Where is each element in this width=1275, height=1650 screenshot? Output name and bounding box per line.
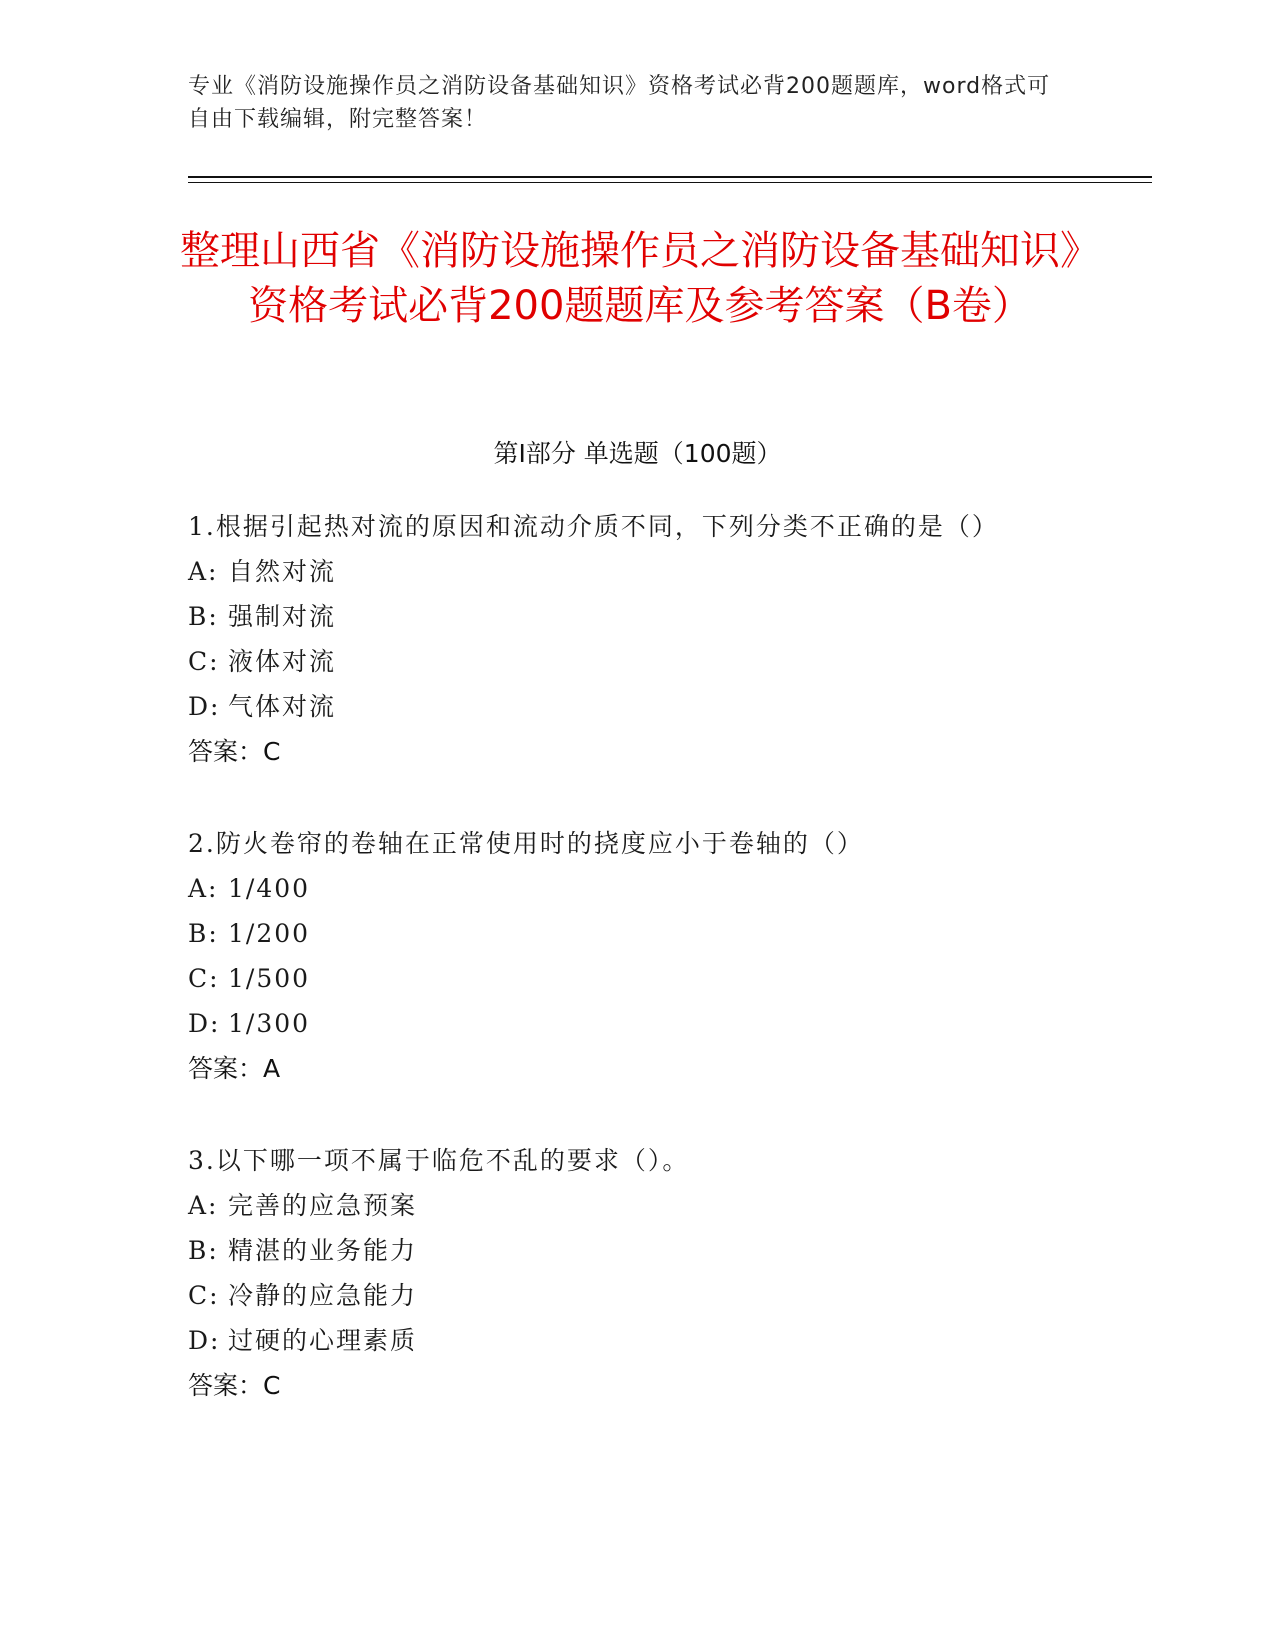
option-key: B: [188,602,219,631]
option-b [188,1228,1138,1273]
option-key: D: [188,1009,221,1038]
option-text: 1/400 [228,874,311,903]
option-a [188,866,1138,911]
document-title: 整理山西省《消防设施操作员之消防设备基础知识》资格考试必背200题题库及参考答案（B卷） [180,228,1100,329]
question-2 [188,821,1138,1091]
option-d [188,684,1138,729]
question-stem: 1.根据引起热对流的原因和流动介质不同，下列分类不正确的是（） [188,512,999,541]
option-text: 液体对流 [228,647,337,676]
option-key: A: [188,874,219,903]
option-c [188,956,1138,1001]
question-3 [188,1138,1138,1408]
question-stem: 2.防火卷帘的卷轴在正常使用时的挠度应小于卷轴的（） [188,829,864,858]
option-key: D: [188,692,221,721]
option-text: 过硬的心理素质 [228,1326,418,1355]
question-1 [188,504,1138,774]
option-c [188,1273,1138,1318]
question-stem: 3.以下哪一项不属于临危不乱的要求（）。 [188,1146,690,1175]
option-key: C: [188,1281,220,1310]
option-d [188,1001,1138,1046]
option-text: 完善的应急预案 [228,1191,418,1220]
option-text: 冷静的应急能力 [228,1281,418,1310]
option-key: A: [188,557,219,586]
answer-line: 答案：C [188,1371,281,1400]
option-key: B: [188,1236,219,1265]
option-key: C: [188,647,220,676]
option-text: 精湛的业务能力 [228,1236,418,1265]
section-title: 第Ⅰ部分 单选题（100题） [493,439,782,468]
answer-line: 答案：A [188,1054,281,1083]
option-text: 1/300 [228,1009,311,1038]
option-d [188,1318,1138,1363]
option-b [188,594,1138,639]
option-a [188,1183,1138,1228]
answer-line: 答案：C [188,737,281,766]
header-rule-thin [188,182,1152,183]
option-text: 气体对流 [228,692,337,721]
option-text: 自然对流 [228,557,337,586]
option-key: B: [188,919,219,948]
option-key: C: [188,964,220,993]
header-rule-thick [188,176,1152,178]
option-key: A: [188,1191,219,1220]
option-c [188,639,1138,684]
option-a [188,549,1138,594]
option-b [188,911,1138,956]
option-text: 1/500 [228,964,311,993]
header-note: 专业《消防设施操作员之消防设备基础知识》资格考试必背200题题库，word格式可自由下载编辑，附完整答案！ [188,74,1051,132]
option-key: D: [188,1326,221,1355]
option-text: 1/200 [228,919,311,948]
option-text: 强制对流 [228,602,337,631]
